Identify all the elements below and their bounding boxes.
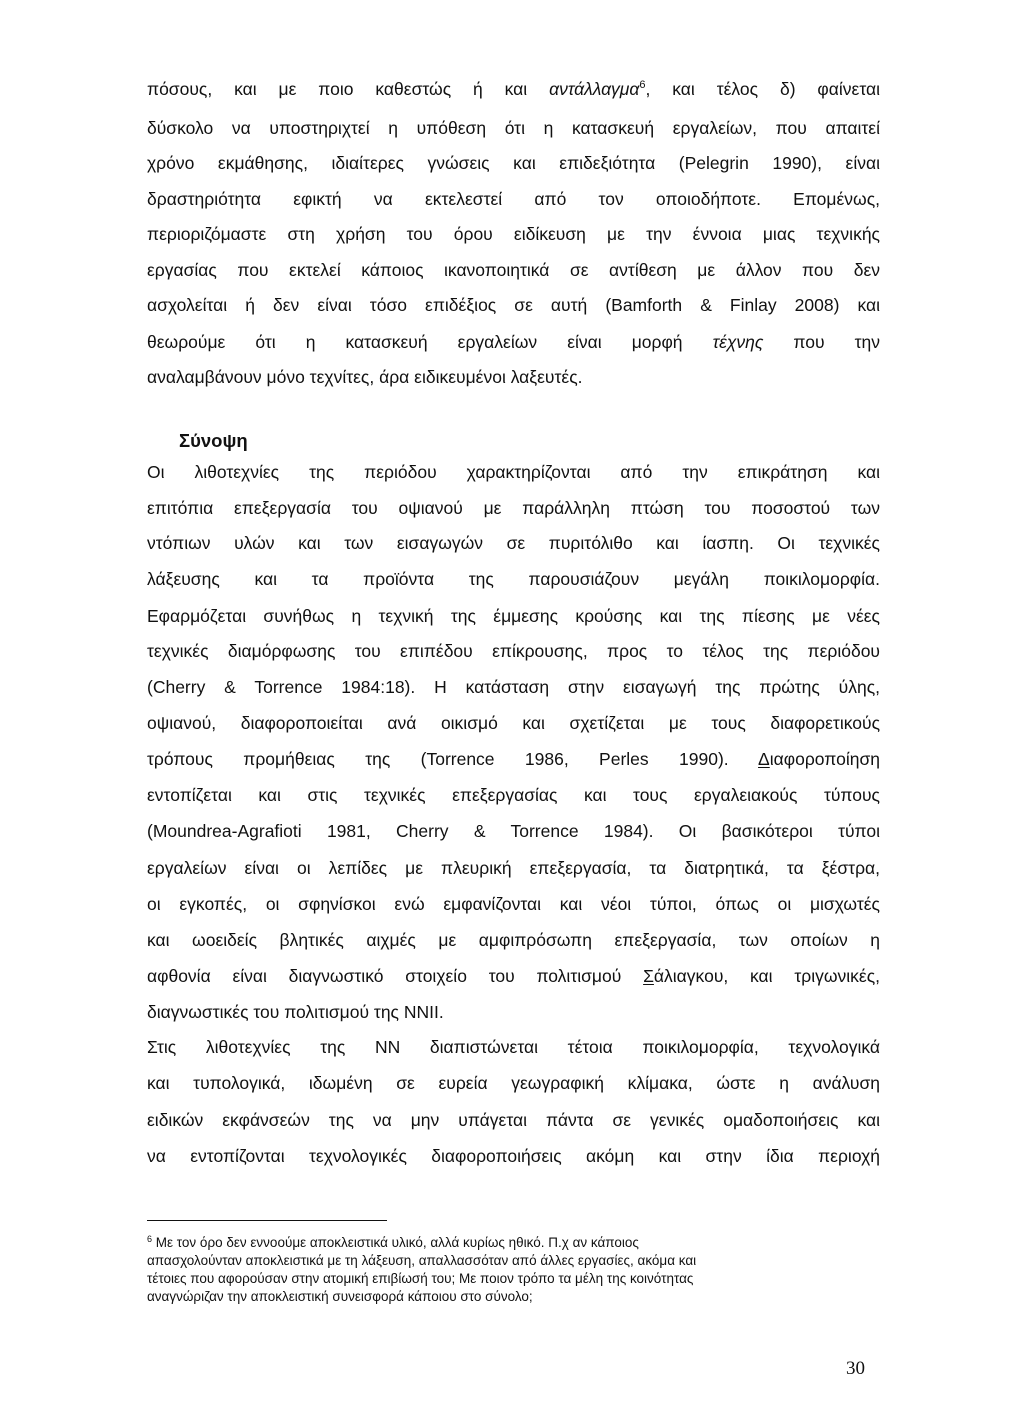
- paragraph-line: (Moundrea-Agrafioti 1981, Cherry & Torrence 1984). Οι βασικότεροι τύποι: [147, 821, 880, 841]
- paragraph-line: ντόπιων υλών και των εισαγωγών σε πυριτόλιθο και ίασπη. Οι τεχνικές: [147, 533, 880, 553]
- paragraph-line: δραστηριότητα εφικτή να εκτελεστεί από τον οποιοδήποτε. Επομένως,: [147, 189, 880, 209]
- paragraph-line: οψιανού, διαφοροποιείται ανά οικισμό και σχετίζεται με τους διαφορετικούς: [147, 713, 880, 733]
- paragraph-line: εντοπίζεται και στις τεχνικές επεξεργασίας και τους εργαλειακούς τύπους: [147, 785, 880, 805]
- paragraph-line: διαγνωστικές του πολιτισμού της ΝΝΙΙ.: [147, 1002, 444, 1022]
- footnote-number: 6: [147, 1234, 153, 1244]
- page-number: 30: [846, 1358, 865, 1379]
- paragraph-line: και τυπολογικά, ιδωμένη σε ευρεία γεωγραφική κλίμακα, ώστε η ανάλυση: [147, 1073, 880, 1093]
- paragraph-line: να εντοπίζονται τεχνολογικές διαφοροποιήσεις ακόμη και στην ίδια περιοχή: [147, 1146, 880, 1166]
- paragraph-line: ειδικών εκφάνσεών της να μην υπάγεται πάντα σε γενικές ομαδοποιήσεις και: [147, 1110, 880, 1130]
- paragraph-line: Εφαρμόζεται συνήθως η τεχνική της έμμεσης κρούσης και της πίεσης με νέες: [147, 606, 880, 626]
- footnote-line: $^6$ Με τον όρο δεν εννοούμε αποκλειστικά υλικό, αλλά κυρίως ηθικό. Π.χ αν κάποιος: [147, 1234, 639, 1250]
- footnote-marker[interactable]: 6: [639, 79, 646, 91]
- paragraph-line: θεωρούμε ότι η κατασκευή εργαλείων είναι μορφή τέχνης που την: [147, 332, 880, 352]
- footnote-separator: [147, 1220, 387, 1221]
- paragraph-line: τεχνικές διαμόρφωσης του επιπέδου επίκρουσης, προς το τέλος της περιόδου: [147, 641, 880, 661]
- footnote-line: τέτοιες που αφορούσαν στην ατομική επιβίωσή του; Με ποιον τρόπο τα μέλη της κοινότητας: [147, 1271, 694, 1286]
- paragraph-line: Στις λιθοτεχνίες της ΝΝ διαπιστώνεται τέτοια ποικιλομορφία, τεχνολογικά: [147, 1037, 880, 1057]
- paragraph-line: εργασίας που εκτελεί κάποιος ικανοποιητικά σε αντίθεση με άλλον που δεν: [147, 260, 880, 280]
- paragraph-line: επιτόπια επεξεργασία του οψιανού με παράλληλη πτώση του ποσοστού των: [147, 498, 880, 518]
- paragraph-line: Οι λιθοτεχνίες της περιόδου χαρακτηρίζονται από την επικράτηση και: [147, 462, 880, 482]
- italic-term: τέχνης: [712, 332, 764, 352]
- paragraph-line: οι εγκοπές, οι σφηνίσκοι ενώ εμφανίζονται και νέοι τύποι, όπως οι μισχωτές: [147, 894, 880, 914]
- paragraph-line: πόσους, και με ποιο καθεστώς ή και αντάλλαγμα$^6$, και τέλος δ) φαίνεται: [147, 79, 880, 99]
- italic-term: αντάλλαγμα: [549, 79, 640, 99]
- section-heading: Σύνοψη: [179, 430, 248, 451]
- paragraph-line: εργαλείων είναι οι λεπίδες με πλευρική επεξεργασία, τα διατρητικά, τα ξέστρα,: [147, 858, 880, 878]
- paragraph-line: ασχολείται ή δεν είναι τόσο επιδέξιος σε αυτή (Bamforth & Finlay 2008) και: [147, 295, 880, 315]
- paragraph-line: τρόπους προμήθειας της (Torrence 1986, Perles 1990). Διαφοροποίηση: [147, 749, 880, 769]
- paragraph-line: χρόνο εκμάθησης, ιδιαίτερες γνώσεις και επιδεξιότητα (Pelegrin 1990), είναι: [147, 153, 880, 173]
- paragraph-line: (Cherry & Torrence 1984:18). Η κατάσταση στην εισαγωγή της πρώτης ύλης,: [147, 677, 880, 697]
- paragraph-line: και ωοειδείς βλητικές αιχμές με αμφιπρόσωπη επεξεργασία, των οποίων η: [147, 930, 880, 950]
- paragraph-line: λάξευσης και τα προϊόντα της παρουσιάζουν μεγάλη ποικιλομορφία.: [147, 569, 880, 589]
- paragraph-line: περιοριζόμαστε στη χρήση του όρου ειδίκευση με την έννοια μιας τεχνικής: [147, 224, 880, 244]
- paragraph-line: αναλαμβάνουν μόνο τεχνίτες, άρα ειδικευμένοι λαξευτές.: [147, 367, 583, 387]
- footnote-line: αναγνώριζαν την αποκλειστική συνεισφορά κάποιου στο σύνολο;: [147, 1289, 533, 1304]
- paragraph-line: αφθονία είναι διαγνωστικό στοιχείο του πολιτισμού Σάλιαγκου, και τριγωνικές,: [147, 966, 880, 986]
- footnote-line: απασχολούνταν αποκλειστικά με τη λάξευση, απαλλασσόταν από άλλες εργασίες, ακόμα και: [147, 1253, 697, 1268]
- paragraph-line: δύσκολο να υποστηριχτεί η υπόθεση ότι η κατασκευή εργαλείων, που απαιτεί: [147, 118, 880, 138]
